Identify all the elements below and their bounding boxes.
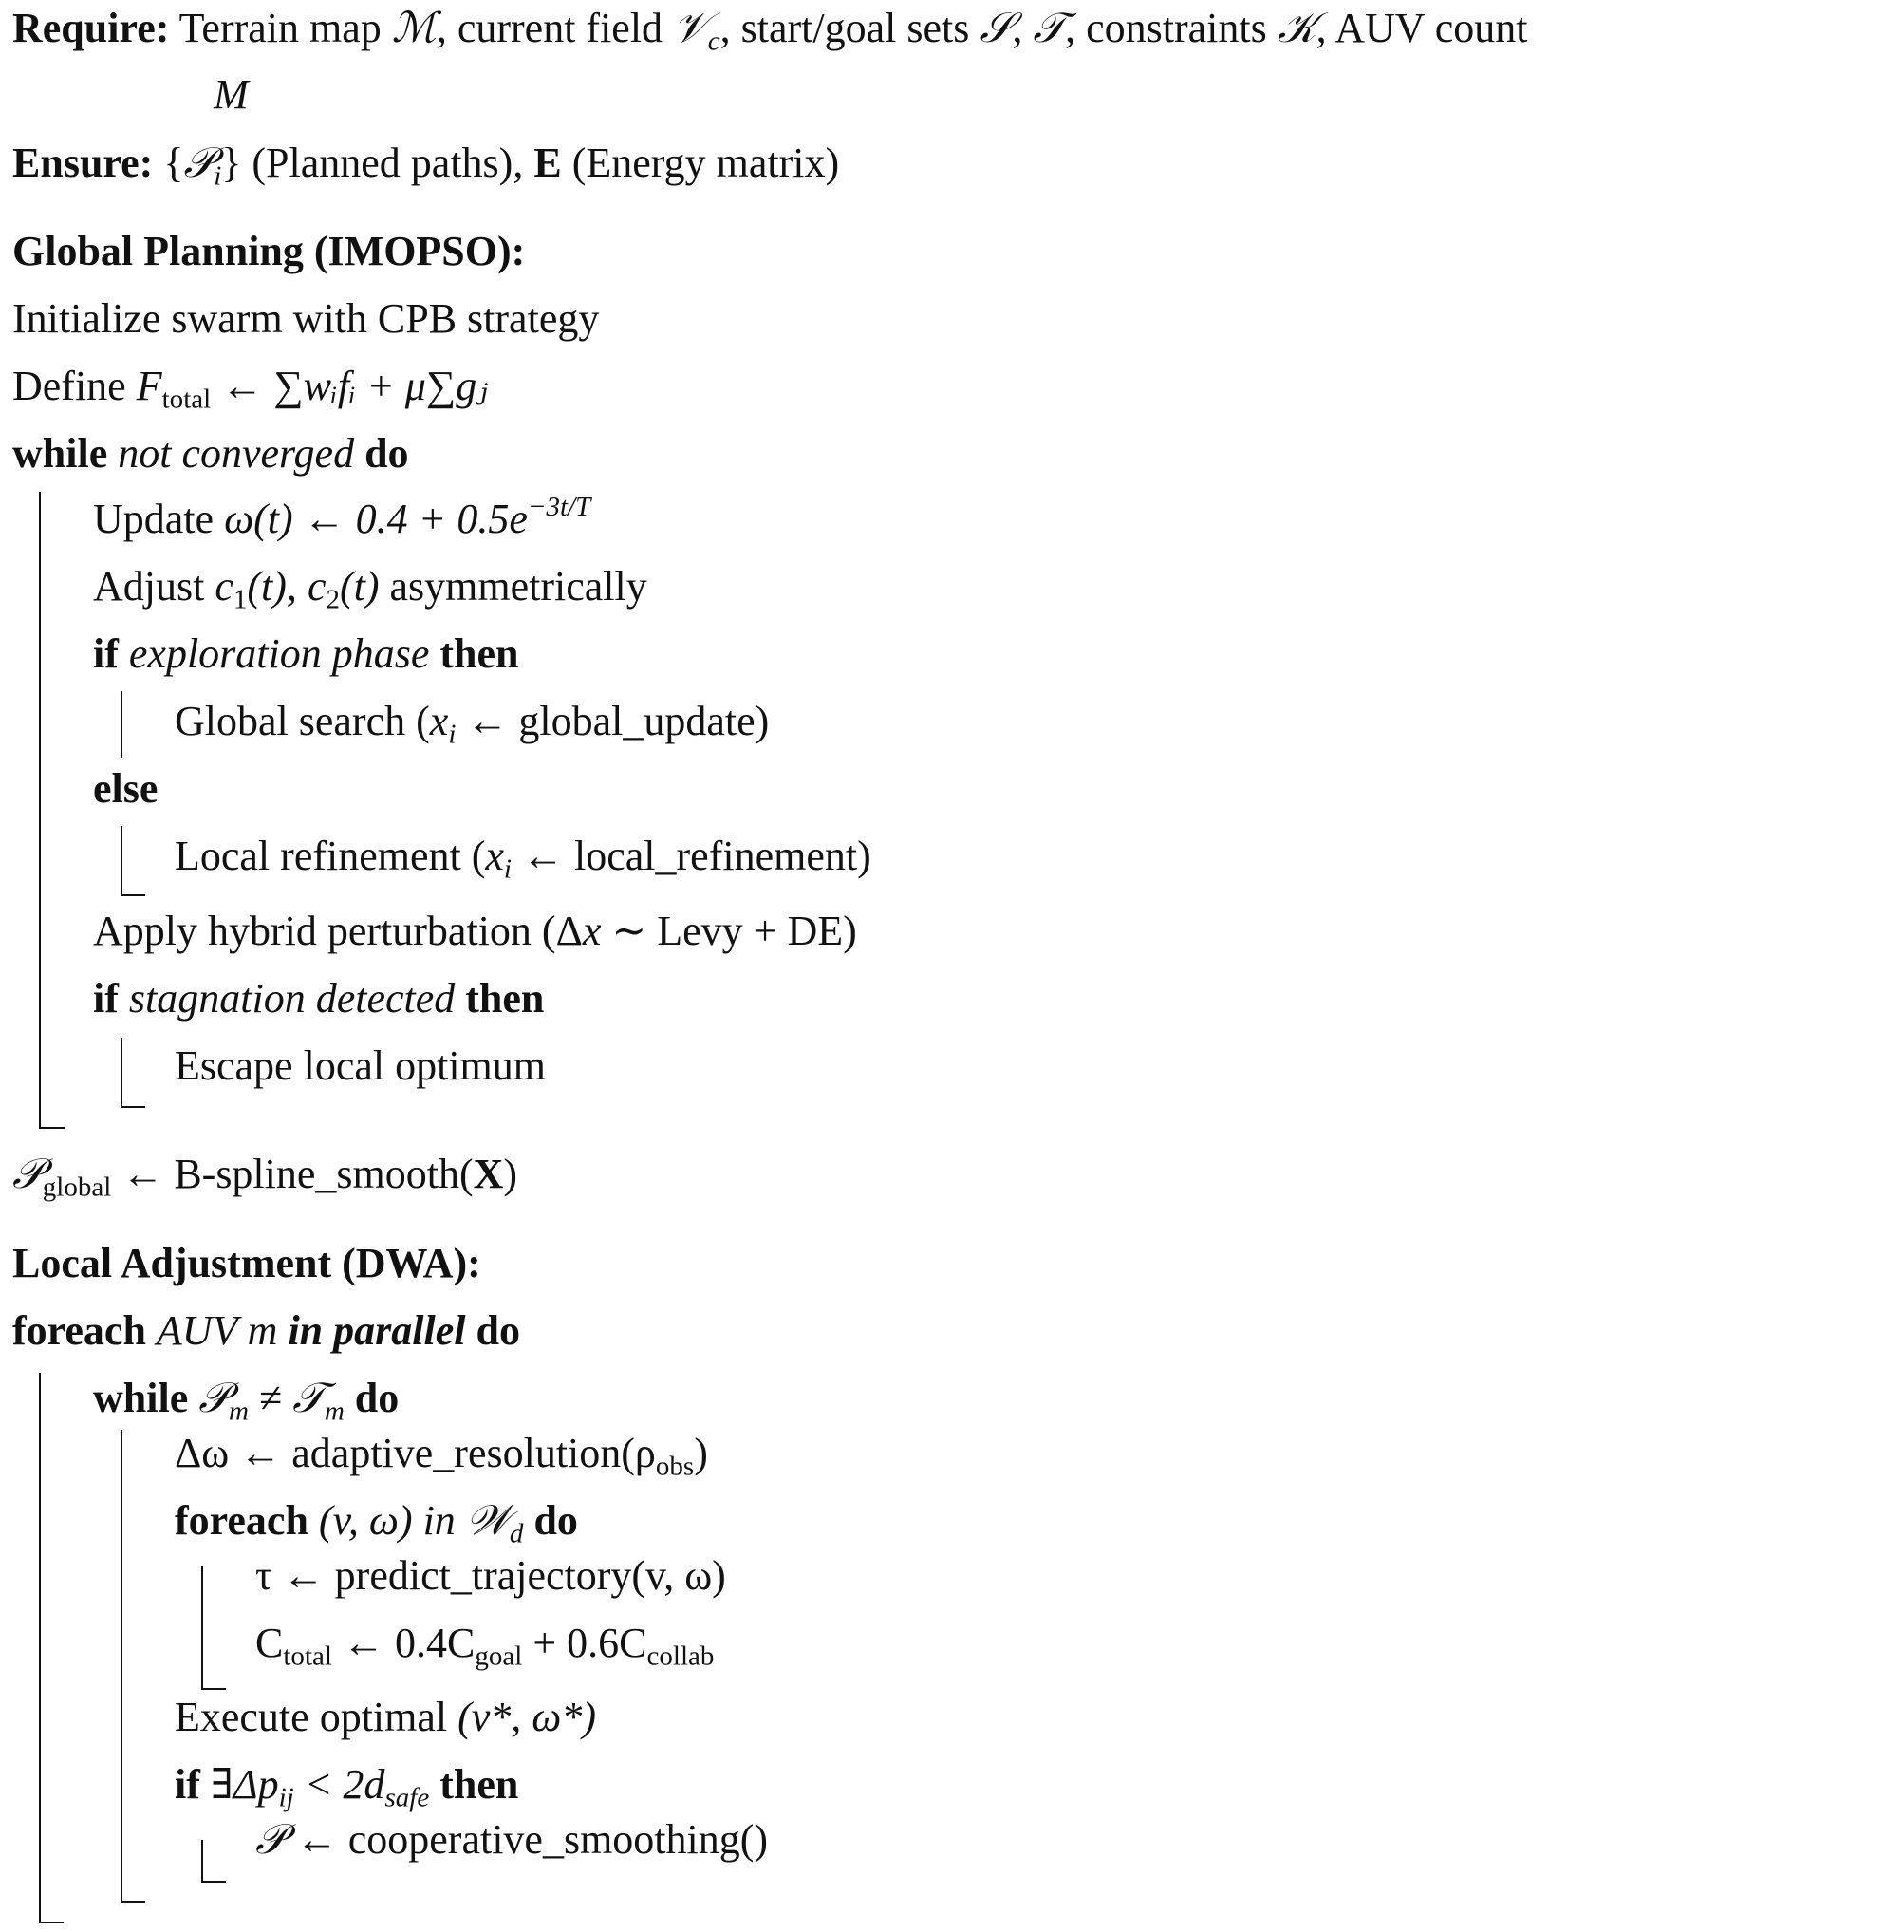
subscript: i — [214, 160, 222, 192]
in-text: in — [422, 1497, 456, 1544]
update-text: Update — [93, 496, 225, 542]
ensure-label: Ensure: — [12, 140, 154, 186]
execute-text: Execute optimal — [175, 1694, 458, 1740]
global-section-title: Global Planning (IMOPSO): — [12, 228, 526, 274]
if-block-rule — [121, 691, 122, 758]
path-symbol: 𝒫 — [12, 1150, 43, 1198]
escape-line: Escape local optimum — [175, 1042, 546, 1089]
require-text: , constraints — [1065, 5, 1278, 51]
cost-symbol: C — [255, 1620, 284, 1666]
adjust-line — [93, 563, 647, 615]
if-keyword: if — [93, 630, 119, 677]
x-symbol: x — [429, 698, 449, 744]
cost-text: ← 0.4C — [331, 1620, 476, 1666]
else-block-rule — [121, 826, 122, 894]
perturbation-line — [93, 910, 857, 952]
F-symbol: F — [136, 363, 162, 409]
adjust-expr: (t) — [339, 563, 380, 610]
X-symbol: X — [473, 1151, 504, 1197]
while-line — [12, 430, 409, 477]
ensure-text: (Planned paths), — [241, 140, 534, 186]
define-text: Define — [12, 363, 137, 409]
define-line — [12, 363, 488, 415]
update-expr: ω(t) ← 0.4 + 0.5e — [224, 496, 528, 542]
if-condition: < 2d — [293, 1761, 385, 1808]
velocity-pair: (v, ω) — [318, 1497, 413, 1544]
while-block-rule — [39, 492, 41, 1128]
while-target-block-end — [121, 1901, 145, 1903]
path-symbol: 𝒫 — [255, 1815, 286, 1864]
brace: } — [221, 140, 242, 186]
window-symbol: 𝒲 — [465, 1496, 510, 1545]
subscript: obs — [655, 1451, 695, 1482]
if-condition: ∃Δp — [210, 1761, 279, 1808]
else-block-end — [121, 894, 145, 896]
foreach-block-end — [39, 1922, 64, 1923]
paren: ) — [503, 1151, 518, 1197]
while-keyword: while — [93, 1375, 189, 1421]
foreach-keyword: foreach — [175, 1497, 308, 1544]
subscript: total — [283, 1641, 332, 1672]
foreach-block-rule — [39, 1373, 41, 1923]
while-target-line — [93, 1374, 400, 1427]
x-symbol: x — [485, 833, 504, 879]
foreach-condition: AUV m — [156, 1307, 278, 1354]
local-refinement-text: Local refinement ( — [175, 833, 486, 879]
goal-set-symbol: 𝒯 — [1033, 4, 1066, 52]
adaptive-resolution-line — [175, 1430, 708, 1482]
then-keyword: then — [465, 975, 545, 1022]
then-keyword: then — [439, 630, 519, 677]
require-text: , AUV count — [1316, 5, 1528, 51]
global-search-text: Global search ( — [175, 698, 430, 744]
do-keyword: do — [533, 1497, 578, 1544]
local-refinement-line — [175, 833, 871, 885]
current-field-symbol: 𝒱 — [673, 4, 708, 52]
require-line — [12, 4, 1528, 57]
while-condition: not converged — [118, 430, 355, 477]
pglobal-line — [12, 1150, 518, 1203]
if-safe-line — [175, 1761, 519, 1813]
if-keyword: if — [93, 975, 119, 1022]
adjust-text: asymmetrically — [379, 563, 647, 610]
init-line: Initialize swarm with CPB strategy — [12, 295, 600, 342]
energy-matrix-symbol: E — [533, 140, 562, 186]
global-search-text: ← global_update) — [456, 698, 770, 744]
subscript: total — [161, 384, 212, 415]
foreach-window-block-end — [201, 1688, 226, 1690]
subscript: collab — [646, 1641, 715, 1672]
subscript: ij — [278, 1782, 294, 1813]
subscript: goal — [475, 1641, 523, 1672]
foreach-window-line — [175, 1496, 578, 1549]
if-stagnation-line — [93, 975, 545, 1022]
require-text: , current field — [436, 5, 674, 51]
ensure-line — [12, 139, 840, 192]
local-section-title: Local Adjustment (DWA): — [12, 1240, 481, 1286]
do-keyword: do — [476, 1307, 520, 1354]
while-keyword: while — [12, 430, 108, 477]
perturbation-text: ∼ Levy + DE) — [601, 908, 857, 954]
subscript: i — [448, 719, 457, 750]
adaptive-text: Δω ← adaptive_resolution(ρ — [175, 1430, 656, 1476]
predict-trajectory-line: τ ← predict_trajectory(v, ω) — [255, 1552, 726, 1599]
terrain-map-symbol: ℳ — [391, 4, 437, 52]
adjust-expr: (t), — [247, 563, 308, 610]
x-symbol: x — [582, 908, 602, 954]
do-keyword: do — [364, 430, 409, 477]
foreach-keyword: foreach — [12, 1307, 146, 1354]
comma: , — [1012, 5, 1034, 51]
optimal-pair: (v*, ω*) — [457, 1694, 597, 1740]
brace: { — [163, 140, 184, 186]
subscript: 1 — [233, 584, 248, 615]
parallel-keyword: in parallel — [288, 1307, 466, 1354]
start-set-symbol: 𝒮 — [980, 4, 1013, 52]
do-keyword: do — [354, 1375, 400, 1421]
subscript: m — [228, 1396, 249, 1427]
target-symbol: 𝒯 — [292, 1374, 325, 1422]
if-condition: exploration phase — [128, 630, 430, 677]
foreach-window-block-rule — [201, 1566, 203, 1690]
subscript: safe — [384, 1782, 430, 1813]
cost-line — [255, 1620, 715, 1672]
superscript: −3t/T — [527, 492, 591, 522]
subscript: c — [707, 26, 720, 57]
adjust-text: Adjust — [93, 563, 215, 610]
c1-symbol: c — [215, 563, 233, 610]
require-label: Require: — [12, 5, 170, 51]
subscript: m — [324, 1396, 345, 1427]
then-keyword: then — [439, 1761, 519, 1808]
if-safe-block-end — [201, 1881, 226, 1883]
define-expr: ← ∑wᵢfᵢ + μ∑gⱼ — [211, 363, 488, 409]
cooperative-smoothing-line — [255, 1815, 769, 1864]
if-keyword: if — [175, 1761, 200, 1808]
execute-line — [175, 1694, 597, 1740]
local-refinement-text: ← local_refinement) — [512, 833, 871, 879]
coop-text: ← cooperative_smoothing() — [285, 1816, 769, 1863]
if-safe-block-rule — [201, 1840, 203, 1883]
while-block-end — [39, 1127, 65, 1129]
subscript: d — [509, 1518, 524, 1549]
ensure-text: (Energy matrix) — [561, 140, 840, 186]
paths-symbol: 𝒫 — [183, 139, 215, 187]
require-text: , start/goal sets — [719, 5, 980, 51]
subscript: 2 — [326, 584, 340, 615]
foreach-auv-line — [12, 1307, 520, 1354]
c2-symbol: c — [307, 563, 327, 610]
paren: ) — [694, 1430, 708, 1476]
neq: ≠ — [248, 1375, 293, 1421]
cost-text: + 0.6C — [522, 1620, 647, 1666]
path-symbol: 𝒫 — [198, 1374, 229, 1422]
perturbation-text: Apply hybrid perturbation (Δ — [93, 908, 583, 954]
if-condition: stagnation detected — [128, 975, 456, 1022]
subscript: global — [42, 1172, 112, 1203]
stagnation-block-end — [121, 1106, 145, 1108]
stagnation-block-rule — [121, 1038, 122, 1107]
update-line — [93, 492, 591, 542]
global-search-line — [175, 698, 770, 750]
require-text: Terrain map — [178, 5, 392, 51]
else-keyword: else — [93, 765, 159, 812]
if-exploration-line — [93, 630, 519, 677]
subscript: i — [503, 853, 512, 885]
constraints-symbol: 𝒦 — [1277, 4, 1316, 52]
pglobal-text: ← B-spline_smooth( — [111, 1151, 474, 1197]
while-target-block-rule — [121, 1430, 122, 1902]
require-wrap: M — [214, 71, 249, 118]
